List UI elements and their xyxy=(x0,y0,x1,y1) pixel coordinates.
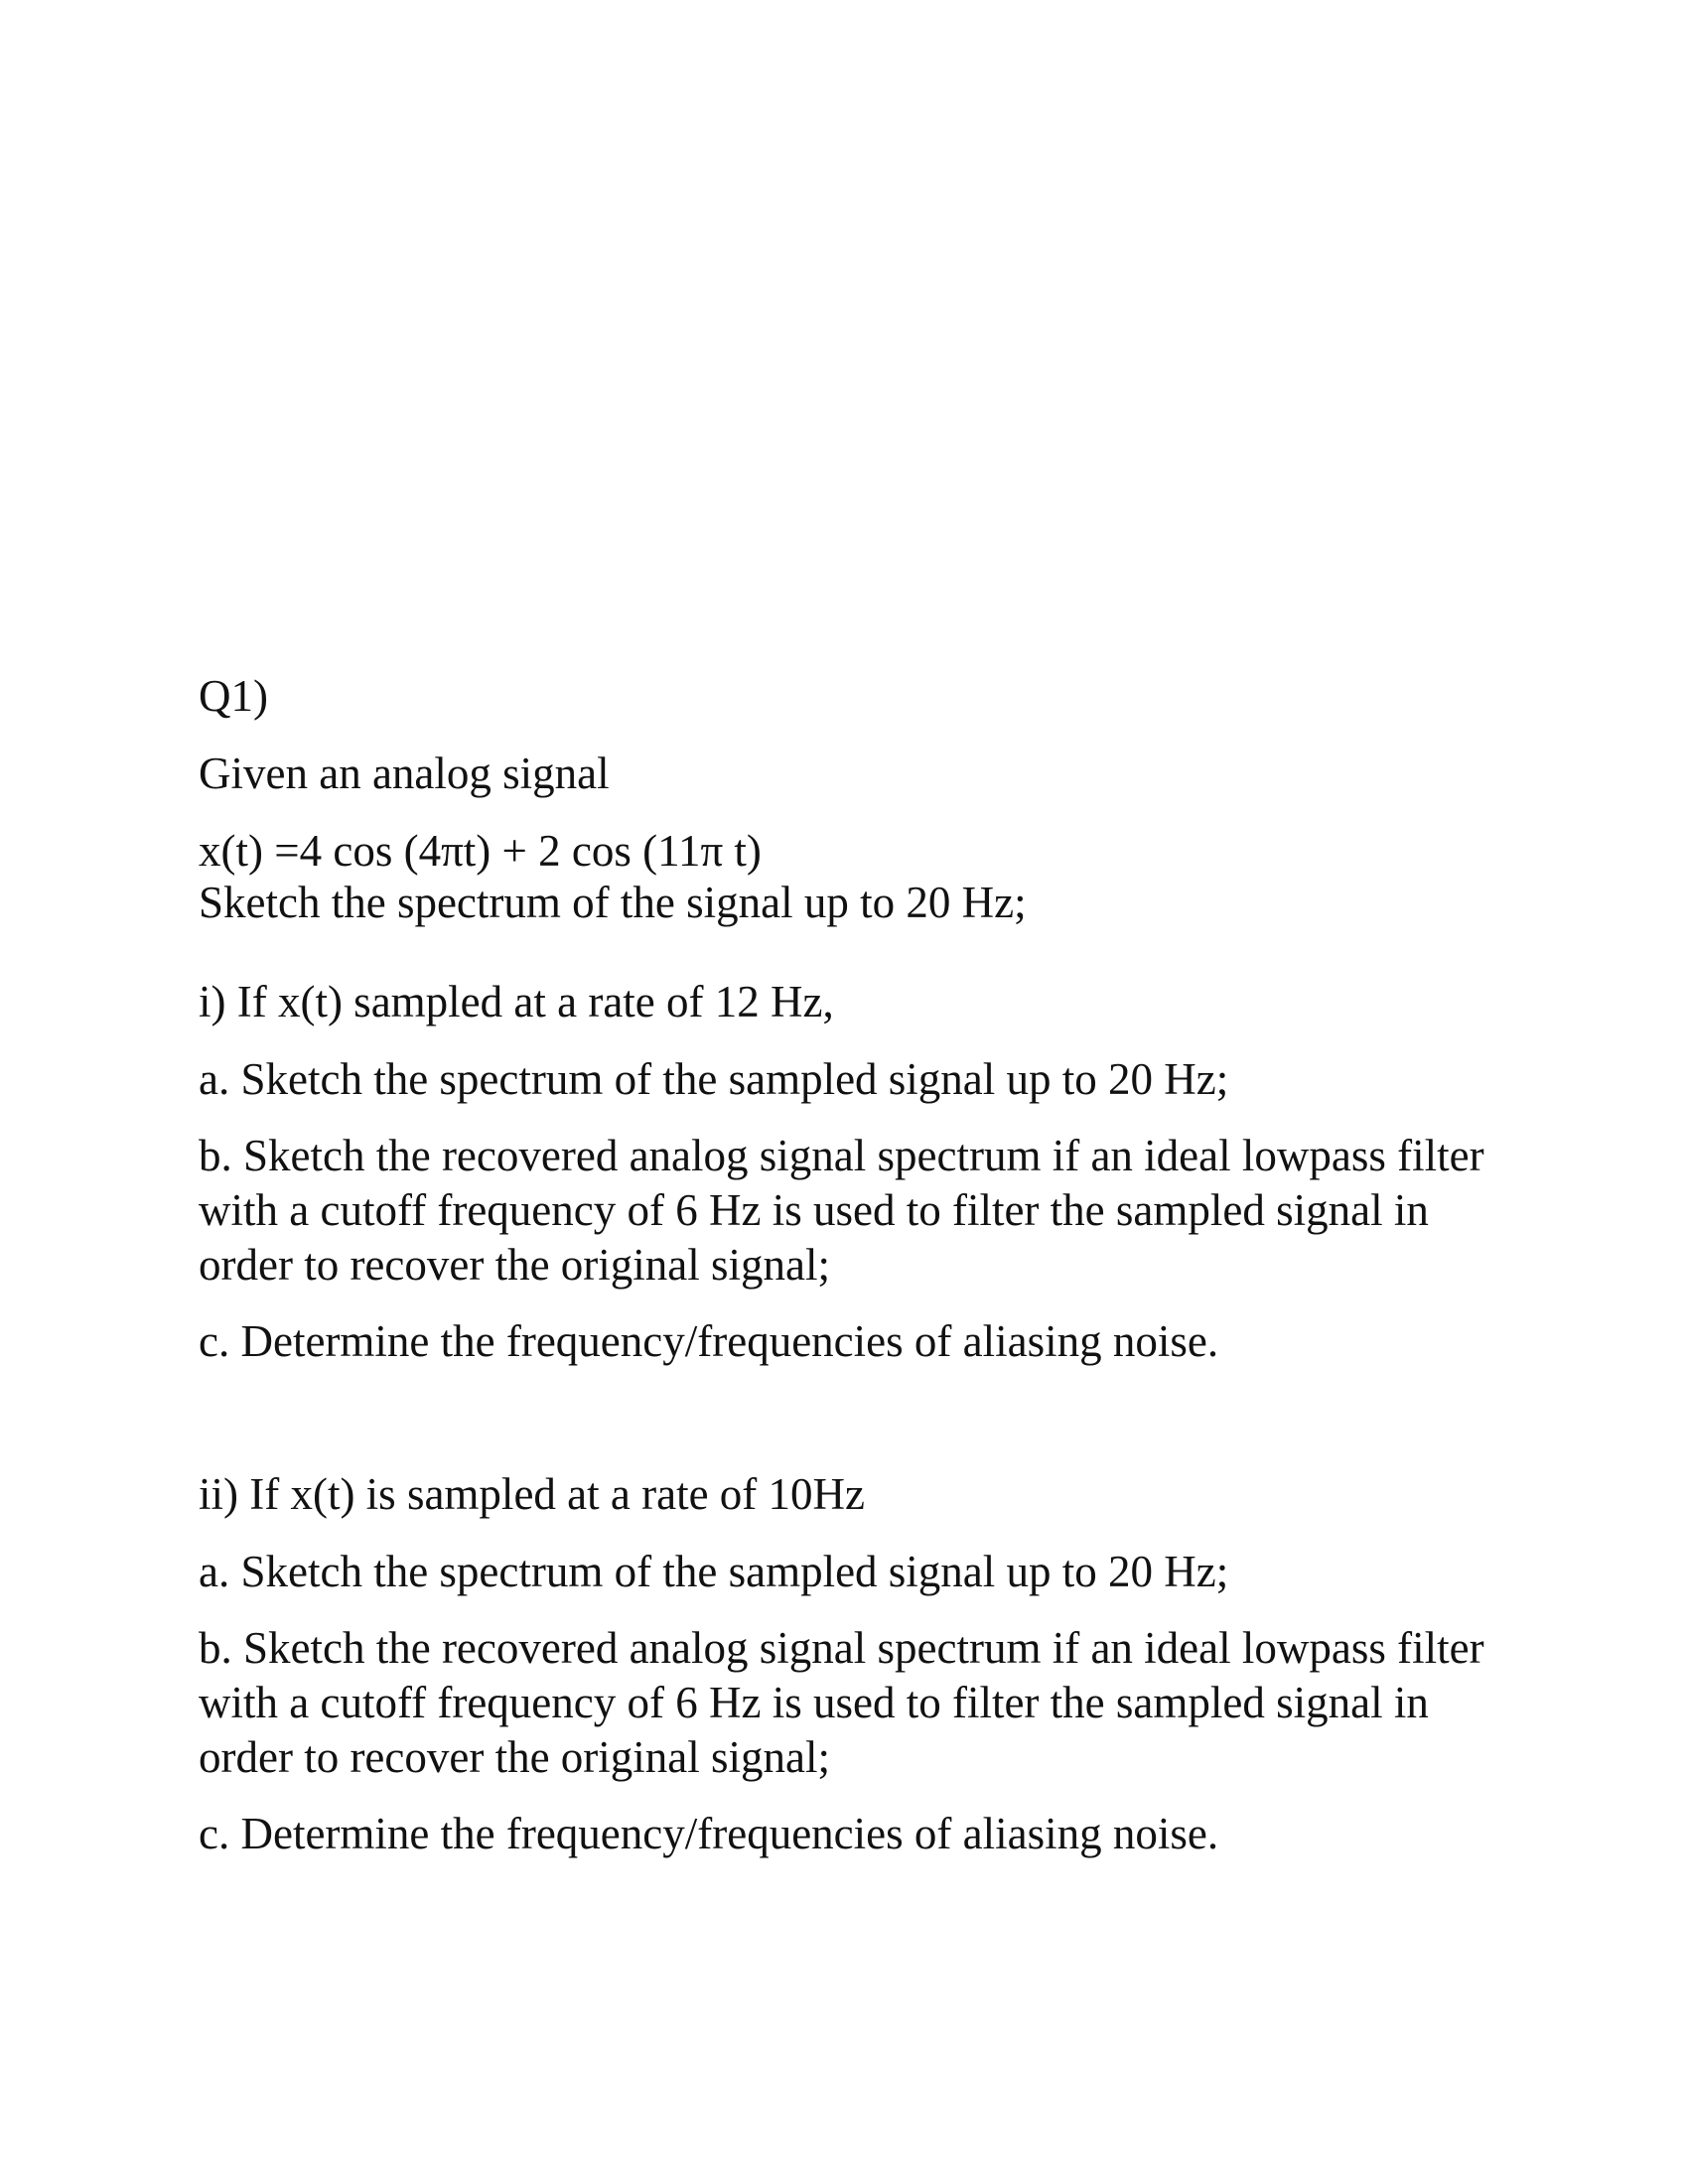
part-i-heading: i) If x(t) sampled at a rate of 12 Hz, xyxy=(199,977,834,1026)
part-ii-item-c: c. Determine the frequency/frequencies of aliasing noise. xyxy=(199,1809,1219,1858)
part-i-item-c: c. Determine the frequency/frequencies of aliasing noise. xyxy=(199,1316,1219,1366)
part-i-item-a: a. Sketch the spectrum of the sampled signal up to 20 Hz; xyxy=(199,1054,1229,1104)
part-i-item-b-line1: b. Sketch the recovered analog signal spectrum if an ideal lowpass filter xyxy=(199,1131,1484,1180)
question-intro: Given an analog signal xyxy=(199,749,610,798)
part-i-item-b-line3: order to recover the original signal; xyxy=(199,1240,831,1290)
part-ii-item-a: a. Sketch the spectrum of the sampled signal up to 20 Hz; xyxy=(199,1547,1229,1596)
question-task: Sketch the spectrum of the signal up to 20 Hz; xyxy=(199,878,1027,927)
part-ii-item-b-line3: order to recover the original signal; xyxy=(199,1732,831,1782)
part-ii-item-b-line1: b. Sketch the recovered analog signal spectrum if an ideal lowpass filter xyxy=(199,1623,1484,1673)
part-i-item-b-line2: with a cutoff frequency of 6 Hz is used to filter the sampled signal in xyxy=(199,1185,1429,1235)
signal-equation: x(t) =4 cos (4πt) + 2 cos (11π t) xyxy=(199,826,762,876)
part-ii-item-b-line2: with a cutoff frequency of 6 Hz is used to filter the sampled signal in xyxy=(199,1678,1429,1727)
part-ii-heading: ii) If x(t) is sampled at a rate of 10Hz xyxy=(199,1469,866,1519)
question-number: Q1) xyxy=(199,671,268,721)
